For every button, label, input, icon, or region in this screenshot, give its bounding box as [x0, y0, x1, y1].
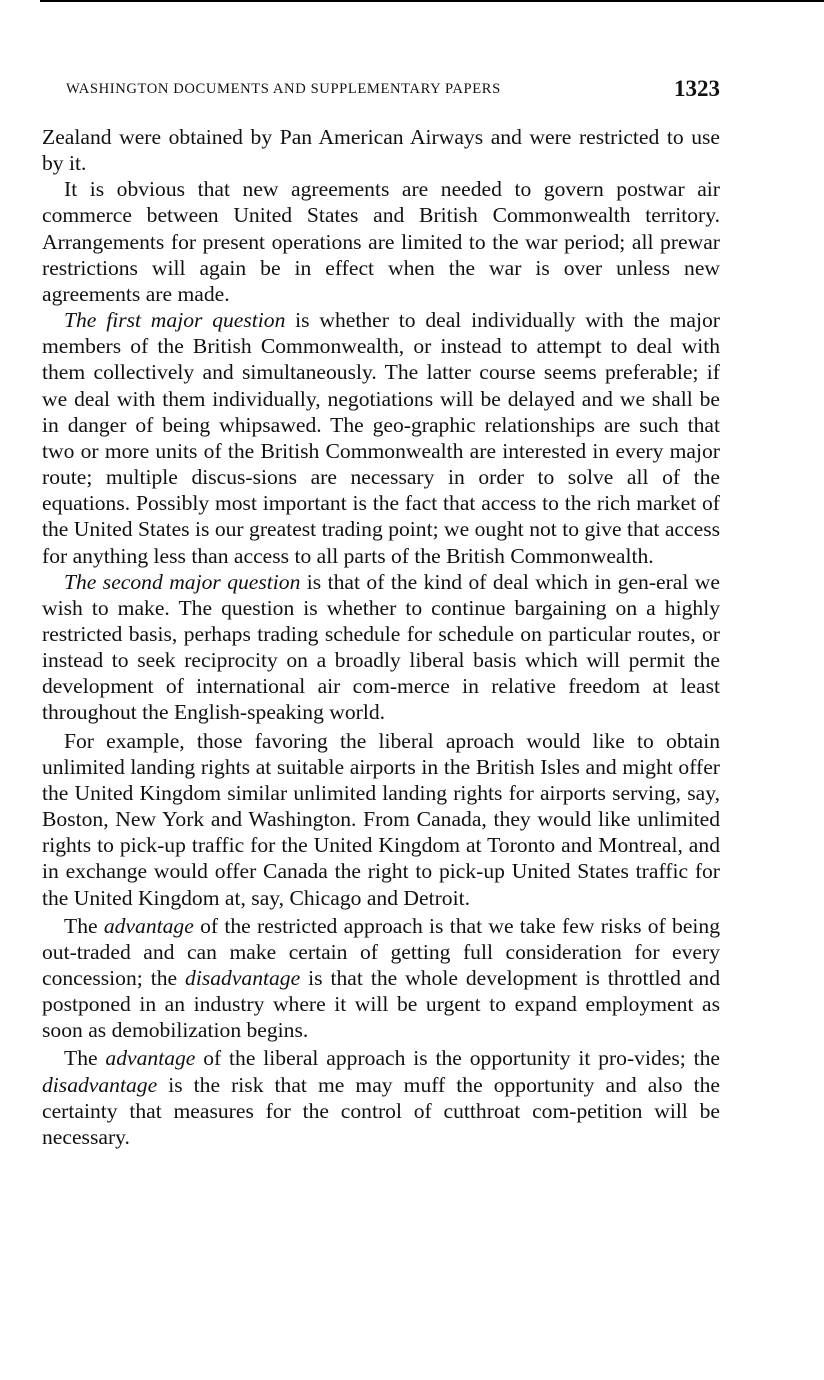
- italic-lead: The second major question: [64, 569, 301, 594]
- paragraph-text: Zealand were obtained by Pan American Airways and were restricted to use by it.: [42, 125, 720, 176]
- italic-disadvantage: disadvantage: [185, 966, 301, 990]
- running-title: WASHINGTON DOCUMENTS AND SUPPLEMENTARY PAPERS: [66, 81, 501, 97]
- paragraph-example: [42, 728, 720, 911]
- paragraph-text: For example, those favoring the liberal aproach would like to obtain unlimited landing rights at suitable airports in the British Isles and might offer the United Kingdom similar unlimited landing rights for airports serving, say, Boston, New York and Washington. From Canada, they would like unlimited rights to pick-up traffic for the United Kingdom at Toronto and Montreal, and in exchange would offer Canada the right to pick-up United States traffic for the United Kingdom at, say, Chicago and Detroit.: [42, 728, 720, 910]
- italic-lead: The first major question: [64, 308, 286, 333]
- running-head: [66, 78, 720, 106]
- paragraph-new-agreements: [42, 176, 720, 307]
- top-rule: [40, 0, 824, 2]
- paragraph-first-question: [42, 307, 720, 569]
- body-text: [42, 124, 720, 1150]
- paragraph-text: of the restricted approach is that we take few risks of being out-traded and can make certain of getting full consideration for every concession; the: [42, 913, 720, 990]
- paragraph-text: of the liberal approach is the opportunity it pro-vides; the: [195, 1046, 720, 1071]
- paragraph-liberal-approach: [42, 1045, 720, 1150]
- paragraph-text: The: [64, 913, 104, 938]
- paragraph-second-question: [42, 569, 720, 726]
- paragraph-text: It is obvious that new agreements are needed to govern postwar air commerce between United States and British Commonwealth territory. Arrangements for present operations are limited to the war period; all prewar restrictions will again be in effect when the war is over unless new agreements are made.: [42, 177, 720, 306]
- paragraph-text: The: [64, 1046, 106, 1071]
- italic-disadvantage: disadvantage: [42, 1072, 158, 1097]
- paragraph-text: is that the whole development is throttled and postponed in an industry where it will be urgent to expand employment as soon as demobilization begins.: [42, 966, 720, 1043]
- paragraph-text: is whether to deal individually with the major members of the British Commonwealth, or instead to attempt to deal with them collectively and simultaneously. The latter course seems preferable; if we deal with them individually, negotiations will be delayed and we shall be in danger of being whipsawed. The geo-graphic relationships are such that two or more units of the British Commonwealth are interested in every major route; multiple discus-sions are necessary in order to solve all of the equations. Possibly most important is the fact that access to the rich market of the United States is our greatest trading point; we ought not to give that access for anything less than access to all parts of the British Commonwealth.: [42, 308, 721, 568]
- paragraph-restricted-approach: [42, 913, 720, 1044]
- italic-advantage: advantage: [103, 913, 194, 938]
- paragraph-continuation: [42, 124, 720, 176]
- paragraph-text: is that of the kind of deal which in gen-eral we wish to make. The question is whether to continue bargaining on a highly restricted basis, perhaps trading schedule for schedule on particular routes, or instead to seek reciprocity on a broadly liberal basis which will permit the development of international air com-merce in relative freedom at least throughout the English-speaking world.: [42, 569, 720, 725]
- paragraph-text: is the risk that me may muff the opportunity and also the certainty that measures for the control of cutthroat com-petition will be necessary.: [42, 1072, 720, 1149]
- italic-advantage: advantage: [105, 1046, 196, 1071]
- page-number: 1323: [674, 76, 720, 101]
